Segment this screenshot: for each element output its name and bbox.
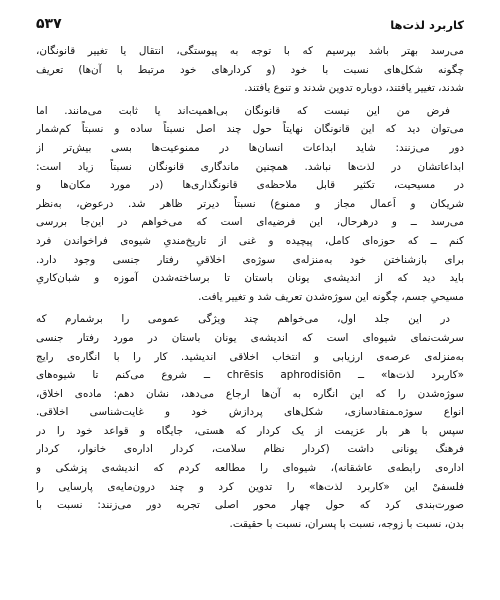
text-line: در مسیحیت، تکثیر قابل ملاحظه‌ی قانونگذاری‌ها (در مورد مکان‌ها و <box>36 179 464 192</box>
text-line: می‌رسد ــ و درهرحال، این فرضیه‌ای است که می‌خواهم در این‌جا بررسی <box>36 216 464 229</box>
text-line: سرشت‌نمای شیوه‌ای است که اندیشه‌ی یونان باستان در مورد رفتار جنسی <box>36 331 464 344</box>
text-line: سوژه‌شدن را که این انگاره به آن‌ها ارجاع می‌دهد، نشان دهم: ماده‌ی اخلاق، <box>36 387 464 400</box>
text-line: «کاربرد لذت‌ها» ــ chrēsis aphrodisiōn ــ شروع می‌کنم تا شیوه‌های <box>36 369 464 382</box>
text-line: مسیحیِ جسم، چگونه این سوژه‌شدن تعریف شد و تغییر یافت. <box>198 290 464 303</box>
text-line: شدند، تغییر یافتند، دوباره تدوین شدند و تنوع یافتند. <box>244 82 464 95</box>
text-line: دور می‌زنند: شاید ابداعات انسان‌ها در ممنوعیت‌ها بسی بیش‌تر از <box>36 141 464 154</box>
paragraph-2 <box>36 102 464 307</box>
paragraph-3 <box>36 310 464 533</box>
text-line: می‌توان دید که این قانونگان نهایتاً حول چند اصل نسبتاً ساده و نسبتاً کم‌شمار <box>36 123 464 136</box>
text-line: در این جلد اول، می‌خواهم چند ویژگی عمومی را برشمارم که <box>36 313 450 326</box>
text-line: فرض من این نیست که قانونگان بی‌اهمیت‌اند یا ثابت می‌مانند. اما <box>36 104 450 117</box>
text-line: انواع سوژه‌ـمنقادسازی، شکل‌های پردازش خود و غایت‌شناسی اخلاقی. <box>36 406 464 419</box>
text-line: کنم ــ که حوزه‌ای کامل، پیچیده و غنی از تاریخ‌مندیِ شیوه‌ی فراخواندن فرد <box>36 234 464 247</box>
paragraph-1 <box>36 42 464 98</box>
body-text <box>36 42 464 537</box>
text-line: شریکان و اَعمال مجاز و ممنوع) نسبتاً دیرتر ظاهر شد. درعوض، به‌نظر <box>36 197 464 210</box>
text-line: فرهنگ یونانی داشت (کردار نظام سلامت، کردار اداره‌ی خانوار، کردار <box>36 443 464 456</box>
text-line: ابداعاتشان در لذت‌ها نباشد. همچنین ماندگاری قانونگان نسبتاً زیاد است: <box>36 160 464 173</box>
text-line: صورت‌بندی کرد که حول چهار محور اصلی تجربه دور می‌زنند: نسبت با <box>36 499 464 512</box>
text-line: به‌منزله‌ی عرصه‌ی ارزیابی و انتخاب اخلاقی اندیشید. کار را با انگاره‌ی رایج <box>36 350 464 363</box>
text-line: چگونه شکل‌های نسبت با خود (و کردارهای خود مرتبط با آن‌ها) تعریف <box>36 63 464 76</box>
text-line: سپس با هر بار عزیمت از یک کردار که هستی، جایگاه و قواعد خود را در <box>36 424 464 437</box>
page-number: ۵۳۷ <box>36 16 62 32</box>
text-line: بدن، نسبت با زوجه، نسبت با پسران، نسبت با حقیقت. <box>229 517 464 530</box>
text-line: برای بازشناختن خود به‌منزله‌ی سوژه‌ی اخلاقیِ رفتار جنسی وجود دارد. <box>36 253 464 266</box>
text-line: اداره‌ی رابطه‌ی عاشقانه)، شیوه‌ای را مطالعه کردم که اندیشه‌ی پزشکی و <box>36 462 464 475</box>
running-header <box>36 18 464 34</box>
text-line: باید دید که از اندیشه‌ی یونان باستان تا برساخته‌شدن آموزه و شبان‌کاریِ <box>36 272 464 285</box>
text-line: می‌رسد بهتر باشد بپرسیم که با توجه به پیوستگی، انتقال یا تغییر قانونگان، <box>36 45 464 57</box>
text-line: فلسفیْ این «کاربرد لذت‌ها» را تدوین کرد و چند درون‌مایه‌ی پارسایی را <box>36 480 464 493</box>
running-title: کاربرد لذت‌ها <box>390 18 464 32</box>
